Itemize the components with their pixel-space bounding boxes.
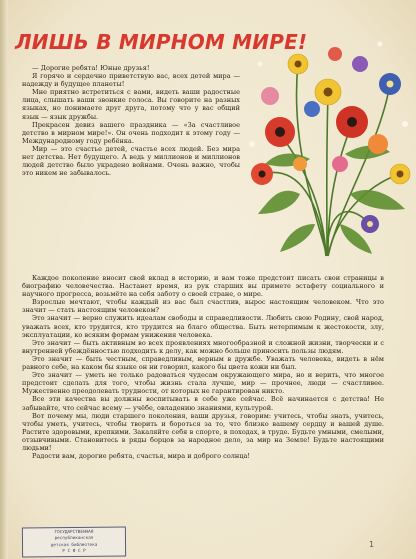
intro-paragraph: Прекрасен девиз вашего праздника — «За счастливое детство в мирном мире!». Он очень подходит к этому году — Международному году ребёнка. [22,120,240,145]
intro-paragraph: — Дорогие ребята! Юные друзья! [32,64,150,72]
main-article-body [22,274,384,460]
intro-paragraph: Я горячо и сердечно приветствую вас, всех детей мира — надежду и будущее планеты! [22,72,240,89]
body-paragraph: Каждое поколение вносит свой вклад в историю, и вам тоже предстоит писать свои страницы в биографию человечества. Настанет время, из рук старших вы примете эстафету социального и научного прогресса, возьмёте на себя заботу о своей стране, о мире. [22,274,384,299]
stamp-line: республиканская [54,536,94,542]
intro-paragraph: Мне приятно встретиться с вами, видеть ваши радостные лица, слышать ваши звонкие голоса. Вы говорите на разных языках, но понимаете друг друга, потому что у вас общий язык — язык дружбы. [22,88,240,121]
library-stamp [22,527,126,558]
body-paragraph: Это значит — уметь не только радоваться чудесам окружающего мира, но и верить, что многое предстоит сделать для того, чтобы жизнь стала лучше, мир — прочнее, люди — счастливее. Мужественно преодолевать трудности, от которых не гарантирован никто. [22,371,384,396]
body-paragraph: Радости вам, дорогие ребята, счастья, мира и доброго солнца! [32,452,251,461]
stamp-line: Р С Ф С Р [62,549,86,555]
flower-bouquet-illustration [240,24,412,260]
intro-paragraph: Мир — это счастье детей, счастье всех людей. Без мира нет детства. Нет будущего. А ведь у миллионов и миллионов людей детство было украдено войнами. Очень важно, чтобы это никем не забывалось. [22,144,240,178]
body-paragraph: Все эти качества вы должны воспитывать в себе уже сейчас. Всё начинается с детства! Не забывайте, что сейчас всему — учёбе, овладению знаниями, культурой. [22,395,384,412]
body-paragraph: Вот почему мы, люди старшего поколения, ваши друзья, говорим: учитесь, чтобы знать, учитесь, чтобы уметь, учитесь, чтобы творить и бороться за то, что близко вашему сердцу и вашей душе. Растите здоровыми, крепкими. Закаляйте себя в спорте, в походах, в труде. Будьте умными, смелыми, отзывчивыми. Становитесь в ряды борцов за народное дело, за мир на Земле! Будьте настоящими людьми! [22,411,384,452]
article-title: ЛИШЬ В МИРНОМ МИРЕ! [15,30,308,54]
page-number: 1 [369,540,375,549]
body-paragraph: Это значит — быть активным во всех проявлениях многообразной и сложной жизни, творчески и с внутренней убеждённостью подходить к делу, как можно больше приносить пользы людям. [22,338,384,355]
body-paragraph: Взрослые мечтают, чтобы каждый из вас был счастлив, вырос настоящим человеком. Что это значит — стать настоящим человеком? [22,298,384,315]
body-paragraph: Это значит — верно служить идеалам свободы и справедливости. Любить свою Родину, свой народ, уважать всех, кто трудится, кто трудится на благо общества. Быть нетерпимым к жестокости, злу, эксплуатации, ко всяким формам унижения человека. [22,314,384,339]
body-paragraph: Это значит — быть честным, справедливым, верным в дружбе. Уважать человека, видеть в нём равного себе, на каком бы языке он ни говорил, какого бы цвета кожи ни был. [22,354,384,372]
stamp-line: детская библиотека [50,542,98,549]
stamp-line: ГОСУДАРСТВЕННАЯ [54,529,94,536]
page-binding-edge [0,0,8,559]
intro-column [22,64,240,177]
